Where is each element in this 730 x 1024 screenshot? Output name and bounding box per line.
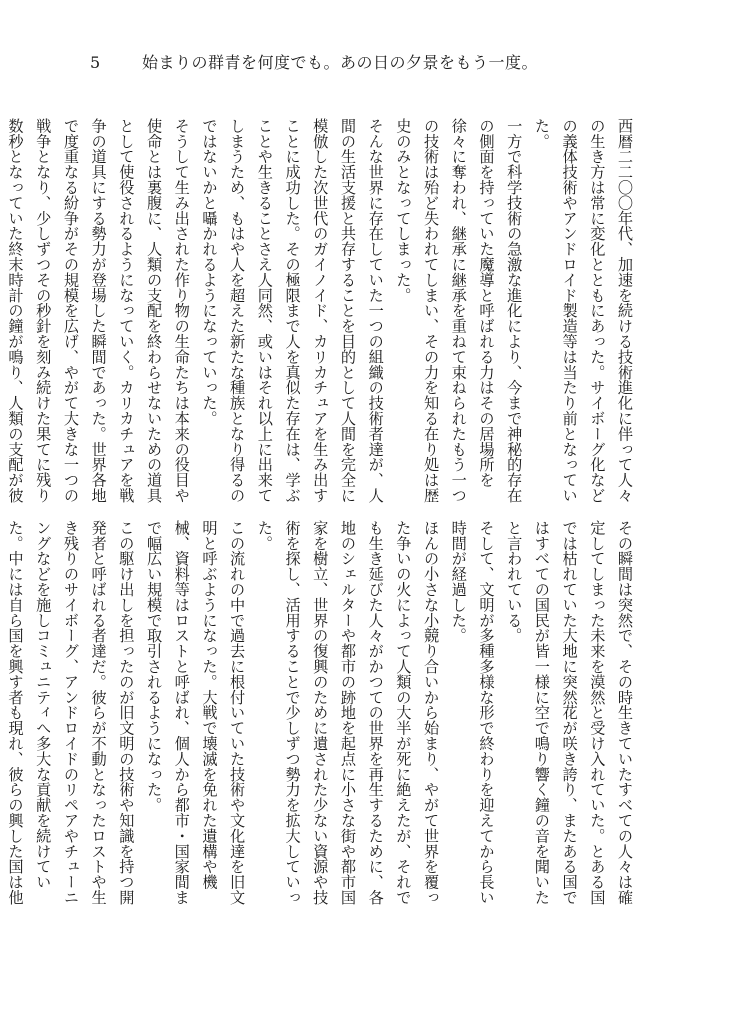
- paragraph: ほんの小さな小競り合いから始まり、やがて世界を覆った争いの火によって人類の大半が死に絶えたが、それでも生き延びた人々がかつての世界を再生するために、各地のシェルターや都市の跡地を起点に小さな街や都市国家を樹立、世界の復興のために遺された少ない資源や技術を探し、活用することで少しずつ勢力を拡大していった。: [255, 520, 441, 905]
- page-number: 5: [90, 53, 101, 72]
- paragraph: その瞬間は突然で、その時生きていたすべての人々は確定してしまった未来を漠然と受け入れていた。とある国では枯れていた大地に突然花が咲き誇り、またある国ではすべての国民が皆一様に空で鳴り響く鐘の音を聞いたと言われている。: [505, 520, 634, 905]
- paragraph: この駆け出しを担ったのが旧文明の技術や知識を持つ開発者と呼ばれる者達だ。彼らが不動となったロストや生き残りのサイボーグ、アンドロイドのリペアやチューニングなどを施しコミュニティへ多大な貢献を続けていた。中には自ら国を興す者も現れ、彼らの興した国は他: [6, 520, 136, 905]
- paragraph: 一方で科学技術の急激な進化により、今まで神秘的存在の側面を持っていた魔導と呼ばれる力はその居場所を徐々に奪われ、継承に継承を重ねて束ねられたもう一つの技術は殆ど失われてしまい、その力を知る在り処は歴史のみとなってしまった。: [394, 118, 524, 503]
- paragraph: そんな世界に存在していた一つの組織の技術者達が、人間の生活支援と共存することを目的として人間を完全に模倣した次世代のガイノイド、カリカチュアを生み出すことに成功した。その極限まで人を真似た存在は、学ぶことや生きることさえ人同然、或いはそれ以上に出来てしまうため、もはや人を超えた新たな種族となり得るのではないかと囁かれるようになっていった。: [200, 118, 385, 503]
- paragraph: そして、文明が多種多様な形で終わりを迎えてから長い時間が経過した。: [449, 520, 496, 905]
- paragraph: この流れの中で過去に根付いていた技術や文化達を旧文明と呼ぶようになった。大戦で壊滅を免れた遺構や機械、資料等はロストと呼ばれ、個人から都市・国家間まで幅広い規模で取引されるようになった。: [145, 520, 247, 905]
- text-block-lower: [6, 520, 638, 918]
- paragraph: そうして生み出された作り物の生命たちは本来の役目や使命とは裏腹に、人類の支配を終わらせないための道具として使役されるようになっていく。カリカチュアを戦争の道具にする勢力が登場した瞬間であった。世界各地で度重なる紛争がその規模を広げ、やがて大きな一つの戦争となり、少しずつその秒針を刻み続けた果てに残り数秒となっていた終末時計の鐘が鳴り、人類の支配が彼: [6, 118, 191, 503]
- page-header: [0, 52, 730, 74]
- running-title: 始まりの群青を何度でも。あの日の夕景をもう一度。: [142, 53, 539, 72]
- text-block-upper: [6, 118, 638, 508]
- paragraph: 西暦二二〇〇年代、加速を続ける技術進化に伴って人々の生き方は常に変化とともにあった。サイボーグ化などの義体技術やアンドロイド製造等は当たり前となっていた。: [532, 118, 634, 503]
